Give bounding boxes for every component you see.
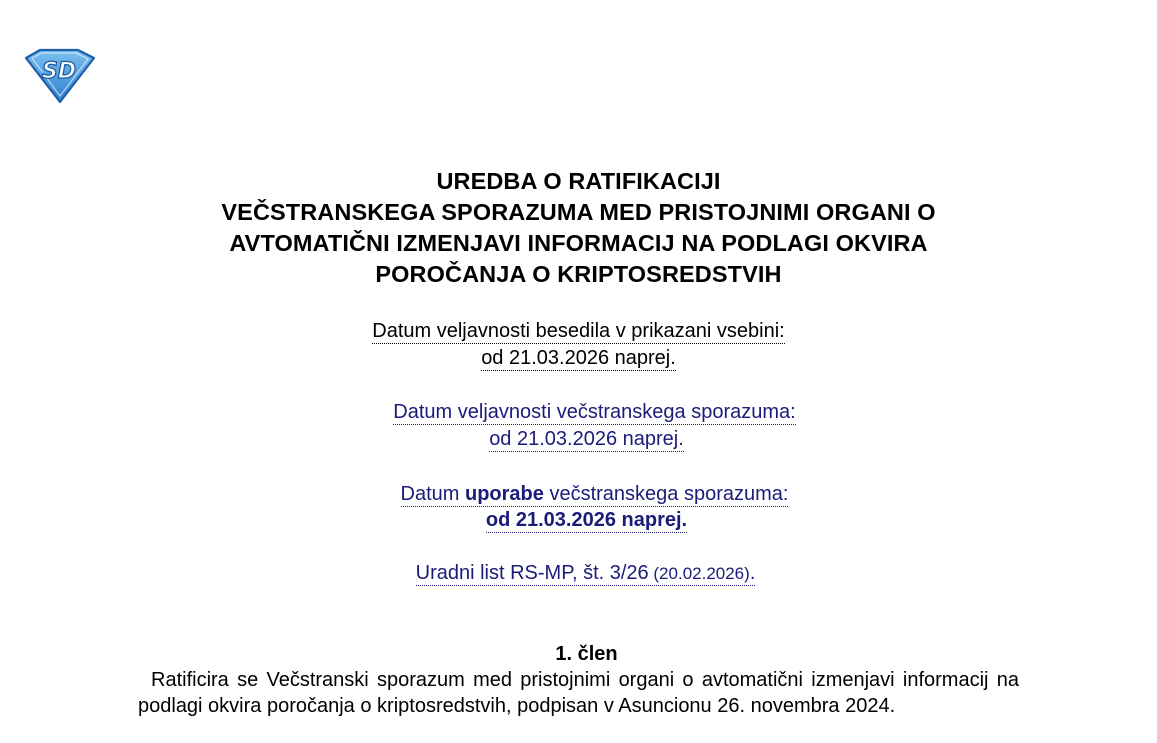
gazette-end: . (749, 562, 756, 584)
application-agreement-value[interactable]: od 21.03.2026 naprej. (485, 509, 688, 531)
gazette-link[interactable] (416, 562, 756, 586)
sd-logo (22, 48, 96, 104)
title-line: UREDBA O RATIFIKACIJI (436, 168, 721, 194)
gazette-main: Uradni list RS-MP, št. 3/26 (415, 562, 649, 584)
application-agreement-value-row (0, 507, 1157, 533)
validity-agreement-value-row (0, 426, 1157, 452)
validity-text-label-row (0, 318, 1157, 344)
application-agreement-label[interactable] (401, 483, 789, 507)
logo-letters: SD (41, 59, 77, 84)
application-label-start: Datum (400, 483, 465, 505)
validity-agreement-label-row (0, 399, 1157, 425)
title-line: AVTOMATIČNI IZMENJAVI INFORMACIJ NA PODLAGI OKVIRA (229, 230, 928, 256)
application-label-end: večstranskega sporazuma: (543, 483, 789, 505)
gazette-date: (20.02.2026) (648, 564, 750, 583)
validity-text-value-row (0, 345, 1157, 371)
application-label-bold: uporabe (465, 483, 544, 505)
article-text: Ratificira se Večstranski sporazum med pristojnimi organi o avtomatični izmenjavi informacij na podlagi okvira poročanja o kriptosredstvih, podpisan v Asuncionu 26. novembra 2024. (138, 669, 1019, 717)
document-title (0, 166, 1157, 290)
article-heading: 1. člen (555, 643, 618, 665)
title-line: VEČSTRANSKEGA SPORAZUMA MED PRISTOJNIMI ORGANI O (221, 199, 936, 225)
application-agreement-label-row (0, 481, 1157, 507)
validity-text-value[interactable]: od 21.03.2026 naprej. (481, 347, 676, 369)
validity-agreement-value[interactable]: od 21.03.2026 naprej. (489, 428, 684, 450)
title-line: POROČANJA O KRIPTOSREDSTVIH (375, 261, 782, 287)
validity-text-label[interactable]: Datum veljavnosti besedila v prikazani vsebini: (372, 320, 785, 342)
validity-agreement-label[interactable]: Datum veljavnosti večstranskega sporazuma: (393, 401, 796, 423)
gazette-row (0, 560, 1157, 587)
